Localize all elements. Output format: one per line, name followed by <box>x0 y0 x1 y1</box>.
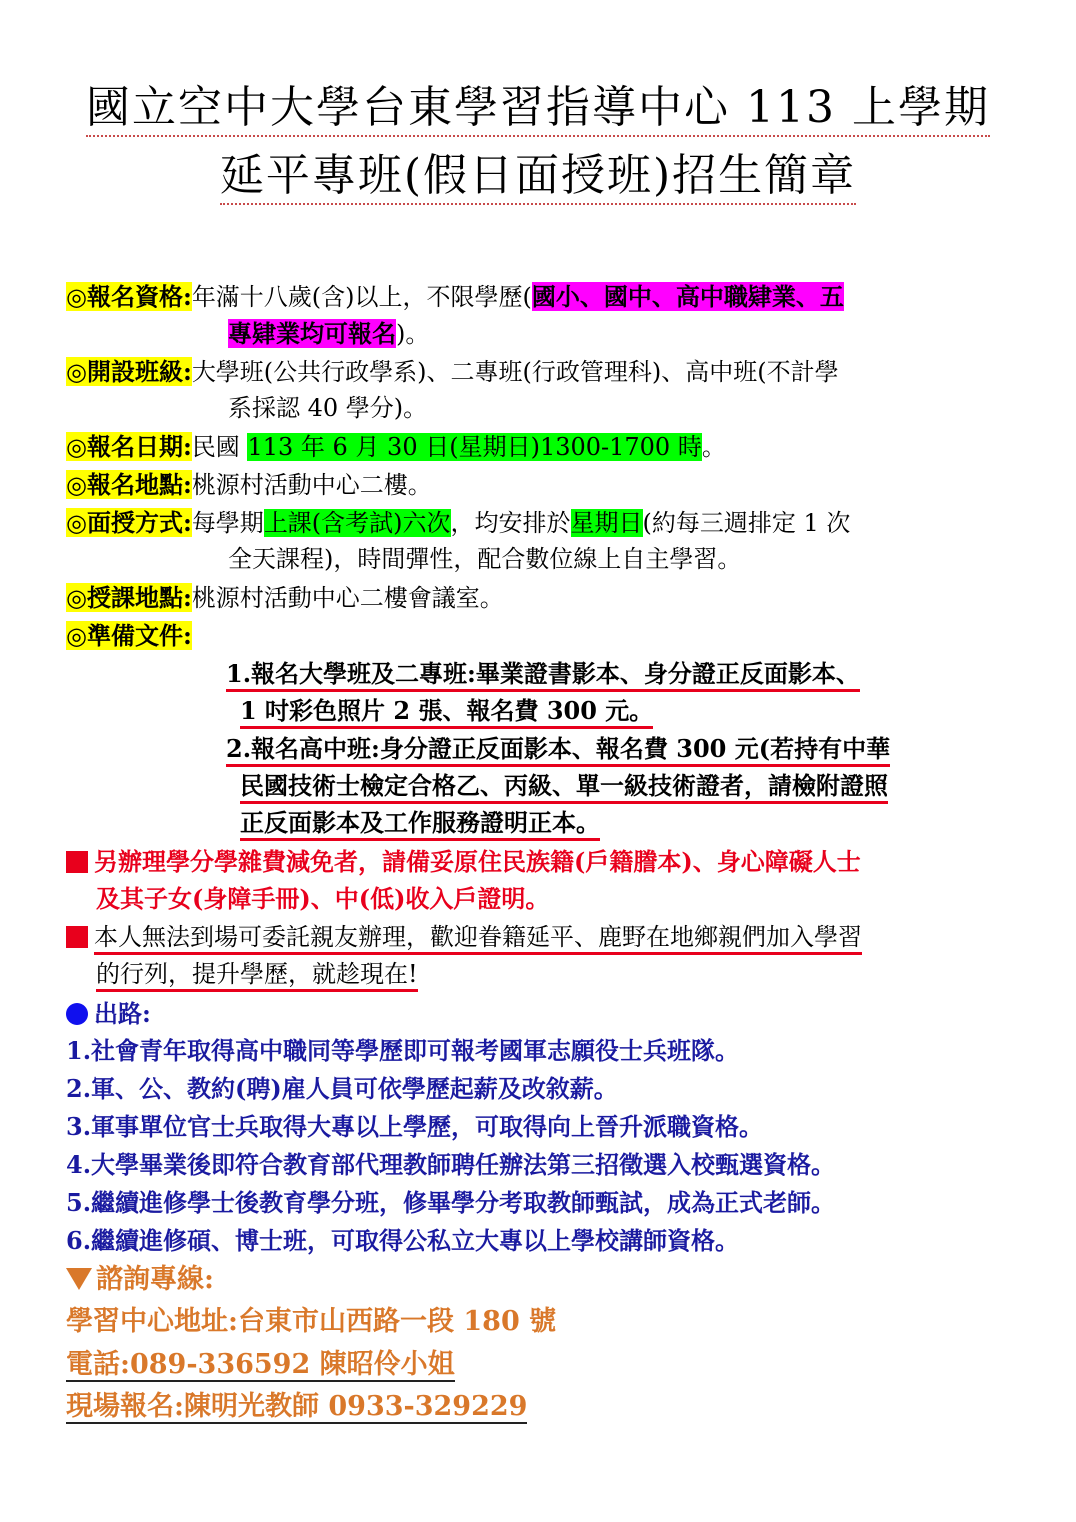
date-row <box>66 428 726 466</box>
mode-label: ◎面授方式: <box>66 508 192 537</box>
documents-item-2 <box>226 730 890 767</box>
note-2-line-2: 的行列，提升學歷，就趁現在! <box>96 960 418 992</box>
eligibility-row <box>66 278 844 316</box>
red-square-icon <box>66 851 88 873</box>
classes-row-2: 系採認 40 學分)。 <box>228 394 428 422</box>
note-2b <box>96 956 418 993</box>
date-prefix: 民國 <box>191 433 248 461</box>
date-suffix: 。 <box>701 433 726 461</box>
eligibility-label: ◎報名資格: <box>66 282 192 311</box>
contact-address: 學習中心地址:台東市山西路一段 180 號 <box>66 1306 557 1337</box>
mode-row <box>66 504 850 542</box>
blue-dot-icon <box>66 1003 88 1025</box>
documents-item-2c <box>240 804 600 841</box>
place-row <box>66 466 432 504</box>
documents-item-1 <box>226 655 860 692</box>
contact-phone <box>66 1345 455 1385</box>
red-square-icon <box>66 926 88 948</box>
documents-item-2-line-2: 民國技術士檢定合格乙、丙級、單一級技術證者，請檢附證照 <box>240 771 888 804</box>
contact-onsite <box>66 1387 527 1427</box>
contact-phone-text: 電話:089-336592 陳昭伶小姐 <box>66 1349 455 1380</box>
outlook-item: 2.軍、公、教約(聘)雇人員可依學歷起薪及改敘薪。 <box>66 1074 618 1103</box>
outlook-heading-text: 出路: <box>94 999 151 1028</box>
classes-row <box>66 353 839 391</box>
eligibility-highlight-2: 專肄業均可報名 <box>228 319 396 348</box>
triangle-down-icon <box>66 1268 92 1290</box>
mode-highlight-b: 星期日 <box>570 509 643 537</box>
documents-row <box>66 617 192 655</box>
outlook-item: 6.繼續進修碩、博士班，可取得公私立大專以上學校講師資格。 <box>66 1226 740 1255</box>
note-2 <box>66 919 862 956</box>
title-line-1: 國立空中大學台東學習指導中心 113 上學期 <box>0 78 1076 138</box>
documents-item-1-line-2: 1 吋彩色照片 2 張、報名費 300 元。 <box>240 696 653 729</box>
note-1 <box>66 843 861 880</box>
documents-item-2-line-3: 正反面影本及工作服務證明正本。 <box>240 808 600 841</box>
note-1b: 及其子女(身障手冊)、中(低)收入戶證明。 <box>96 884 550 913</box>
place-text: 桃源村活動中心二樓。 <box>191 471 432 499</box>
title-line-2: 延平專班(假日面授班)招生簡章 <box>0 146 1076 206</box>
eligibility-text: 年滿十八歲(含)以上，不限學歷( <box>191 283 532 311</box>
outlook-item: 3.軍事單位官士兵取得大專以上學歷，可取得向上晉升派職資格。 <box>66 1112 764 1141</box>
date-label: ◎報名日期: <box>66 432 192 461</box>
eligibility-end: )。 <box>396 320 430 348</box>
place-label: ◎報名地點: <box>66 470 192 499</box>
classroom-label: ◎授課地點: <box>66 583 192 612</box>
documents-item-1b <box>240 692 653 729</box>
eligibility-highlight: 國小、國中、高中職肄業、五 <box>531 282 844 311</box>
documents-item-2b <box>240 767 888 804</box>
classes-text: 大學班(公共行政學系)、二專班(行政管理科)、高中班(不計學 <box>191 358 839 386</box>
note-2-line-1: 本人無法到場可委託親友辦理，歡迎眷籍延平、鹿野在地鄉親們加入學習 <box>94 923 862 955</box>
contact-heading-text: 諮詢專線: <box>96 1264 214 1295</box>
outlook-heading <box>66 995 151 1032</box>
mode-highlight-a: 上課(含考試)六次 <box>263 509 451 537</box>
documents-item-1-line-1: 1.報名大學班及二專班:畢業證書影本、身分證正反面影本、 <box>226 659 860 692</box>
mode-row-2: 全天課程)，時間彈性，配合數位線上自主學習。 <box>228 545 742 573</box>
contact-onsite-text: 現場報名:陳明光教師 0933-329229 <box>66 1391 528 1422</box>
outlook-item: 4.大學畢業後即符合教育部代理教師聘任辦法第三招徵選入校甄選資格。 <box>66 1150 836 1179</box>
outlook-item: 1.社會青年取得高中職同等學歷即可報考國軍志願役士兵班隊。 <box>66 1036 740 1065</box>
mode-text-c: (約每三週排定 1 次 <box>642 509 851 537</box>
date-highlight: 113 年 6 月 30 日(星期日)1300-1700 時 <box>247 433 702 461</box>
documents-item-2-line-1: 2.報名高中班:身分證正反面影本、報名費 300 元(若持有中華 <box>226 734 890 767</box>
outlook-item: 5.繼續進修學士後教育學分班，修畢學分考取教師甄試，成為正式老師。 <box>66 1188 836 1217</box>
classroom-text: 桃源村活動中心二樓會議室。 <box>191 584 504 612</box>
note-1-line-1: 另辦理學分學雜費減免者，請備妥原住民族籍(戶籍謄本)、身心障礙人士 <box>94 847 861 876</box>
classroom-row <box>66 579 504 617</box>
eligibility-row-2 <box>228 315 429 353</box>
documents-label: ◎準備文件: <box>66 621 192 650</box>
classes-label: ◎開設班級: <box>66 357 192 386</box>
contact-heading <box>66 1260 214 1300</box>
mode-text-b: ，均安排於 <box>450 509 571 537</box>
mode-text-a: 每學期 <box>191 509 264 537</box>
